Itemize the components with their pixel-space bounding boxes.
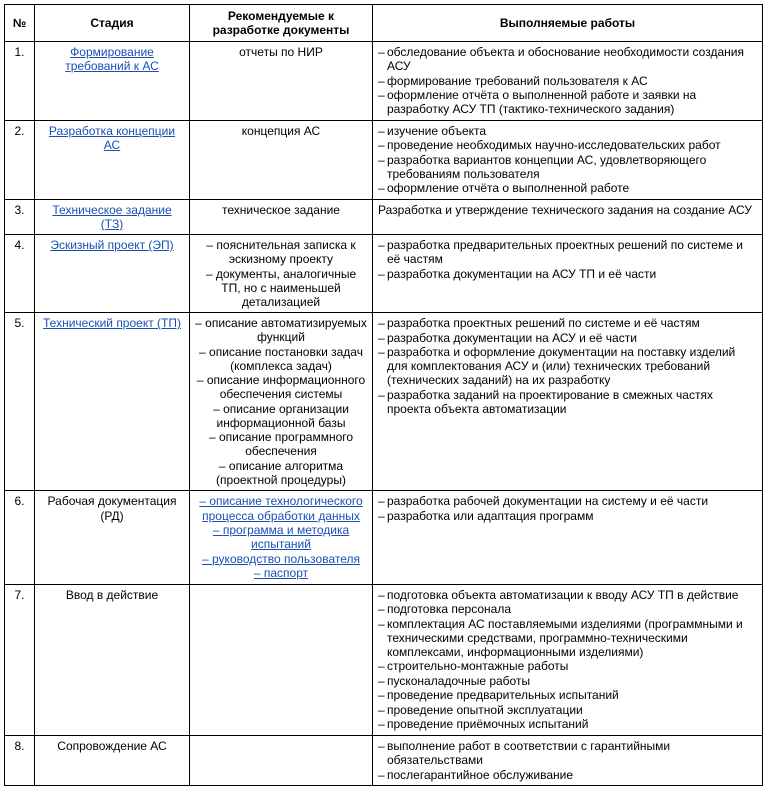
table-row [5, 313, 763, 491]
works-item: – оформление отчёта о выполненной работе и заявки на разработку АСУ ТП (тактико-технического задания) [378, 88, 757, 116]
works-cell [373, 313, 763, 491]
works-item: – изучение объекта [378, 124, 757, 138]
documents-cell [190, 120, 373, 199]
works-item: – разработка рабочей документации на систему и её части [378, 494, 757, 508]
documents-list [195, 316, 367, 487]
column-header-documents [190, 5, 373, 42]
documents-cell [190, 491, 373, 584]
works-item: – подготовка персонала [378, 602, 757, 616]
row-number: 5. [5, 313, 35, 491]
table-row [5, 491, 763, 584]
table-row [5, 234, 763, 312]
stages-table [4, 4, 763, 786]
works-list [378, 238, 757, 281]
works-item: – проведение опытной эксплуатации [378, 703, 757, 717]
documents-text: техническое задание [222, 202, 340, 217]
stage-cell [35, 584, 190, 735]
documents-cell [190, 199, 373, 234]
works-item: – формирование требований пользователя к АС [378, 74, 757, 88]
stage-cell [35, 120, 190, 199]
works-item: – проведение приёмочных испытаний [378, 717, 757, 731]
works-list [378, 45, 757, 116]
row-number: 8. [5, 735, 35, 785]
works-cell [373, 584, 763, 735]
documents-text: концепция АС [241, 123, 321, 138]
works-item: – проведение предварительных испытаний [378, 688, 757, 702]
works-list [378, 124, 757, 196]
stage-link[interactable]: Разработка концепции АС [48, 123, 176, 152]
works-cell [373, 120, 763, 199]
table-row [5, 42, 763, 121]
stage-cell [35, 735, 190, 785]
documents-item-link[interactable]: – программа и методика испытаний [195, 523, 367, 551]
works-item: – подготовка объекта автоматизации к вводу АСУ ТП в действие [378, 588, 757, 602]
stage-link[interactable]: Эскизный проект (ЭП) [50, 237, 174, 252]
row-number: 2. [5, 120, 35, 199]
documents-item: – описание автоматизируемых функций [195, 316, 367, 344]
row-number: 7. [5, 584, 35, 735]
column-header-number: № [5, 5, 35, 42]
works-list [378, 739, 757, 782]
table-header [5, 5, 763, 42]
documents-list [195, 238, 367, 309]
works-item: – послегарантийное обслуживание [378, 768, 757, 782]
documents-cell [190, 735, 373, 785]
documents-item-link[interactable]: – паспорт [195, 566, 367, 580]
works-list [378, 588, 757, 732]
documents-cell [190, 234, 373, 312]
table-header-row [5, 5, 763, 42]
works-text: Разработка и утверждение технического задания на создание АСУ [378, 202, 752, 217]
works-item: – пусконаладочные работы [378, 674, 757, 688]
row-number: 6. [5, 491, 35, 584]
documents-item-link[interactable]: – руководство пользователя [195, 552, 367, 566]
stage-text: Рабочая документация (РД) [47, 494, 177, 523]
works-item: – проведение необходимых научно-исследовательских работ [378, 138, 757, 152]
documents-cell [190, 313, 373, 491]
documents-text: отчеты по НИР [239, 45, 323, 60]
documents-item: – описание информационного обеспечения системы [195, 373, 367, 401]
stage-text: Сопровождение АС [57, 738, 167, 753]
documents-list [195, 494, 367, 580]
stage-cell [35, 42, 190, 121]
table-row [5, 120, 763, 199]
works-cell [373, 234, 763, 312]
documents-cell [190, 584, 373, 735]
works-item: – разработка и оформление документации на поставку изделий для комплектования АСУ и (или) технических требований (технических заданий) на их разработку [378, 345, 757, 387]
documents-item: – описание программного обеспечения [195, 430, 367, 458]
documents-item: – описание постановки задач (комплекса задач) [195, 345, 367, 373]
documents-cell [190, 42, 373, 121]
table-row [5, 584, 763, 735]
row-number: 4. [5, 234, 35, 312]
works-item: – обследование объекта и обоснование необходимости создания АСУ [378, 45, 757, 73]
documents-item: – документы, аналогичные ТП, но с наименьшей детализацией [195, 267, 367, 309]
works-item: – разработка заданий на проектирование в смежных частях проекта объекта автоматизации [378, 388, 757, 416]
works-item: – разработка проектных решений по системе и её частям [378, 316, 757, 330]
stage-cell [35, 313, 190, 491]
works-item: – разработка предварительных проектных решений по системе и её частям [378, 238, 757, 266]
works-item: – выполнение работ в соответствии с гарантийными обязательствами [378, 739, 757, 767]
works-cell [373, 735, 763, 785]
stage-link[interactable]: Технический проект (ТП) [43, 316, 181, 331]
column-header-documents-line1: Рекомендуемые к [227, 9, 335, 23]
works-item: – строительно-монтажные работы [378, 659, 757, 673]
stage-cell [35, 234, 190, 312]
documents-item-link[interactable]: – описание технологического процесса обработки данных [195, 494, 367, 522]
works-cell [373, 199, 763, 234]
works-item: – разработка документации на АСУ и её части [378, 331, 757, 345]
works-list [378, 494, 757, 523]
table-body [5, 42, 763, 786]
stage-link[interactable]: Техническое задание (ТЗ) [52, 202, 172, 231]
stage-link[interactable]: Формирование требований к АС [65, 45, 159, 74]
column-header-stage: Стадия [35, 5, 190, 42]
stage-cell [35, 199, 190, 234]
column-header-works: Выполняемые работы [373, 5, 763, 42]
works-item: – разработка или адаптация программ [378, 509, 757, 523]
column-header-documents-line2: разработке документы [212, 23, 350, 38]
stage-text: Ввод в действие [65, 587, 159, 602]
documents-item: – описание алгоритма (проектной процедуры) [195, 459, 367, 487]
row-number: 1. [5, 42, 35, 121]
works-item: – комплектация АС поставляемыми изделиями (программными и техническими средствами, программно-техническими комплексами, информационными изделиями) [378, 617, 757, 659]
documents-item: – описание организации информационной базы [195, 402, 367, 430]
table-row [5, 199, 763, 234]
works-cell [373, 491, 763, 584]
row-number: 3. [5, 199, 35, 234]
works-item: – оформление отчёта о выполненной работе [378, 181, 757, 195]
works-cell [373, 42, 763, 121]
works-list [378, 316, 757, 416]
documents-item: – пояснительная записка к эскизному проекту [195, 238, 367, 266]
works-item: – разработка вариантов концепции АС, удовлетворяющего требованиям пользователя [378, 153, 757, 181]
table-row [5, 735, 763, 785]
stage-cell [35, 491, 190, 584]
works-item: – разработка документации на АСУ ТП и её части [378, 267, 757, 281]
